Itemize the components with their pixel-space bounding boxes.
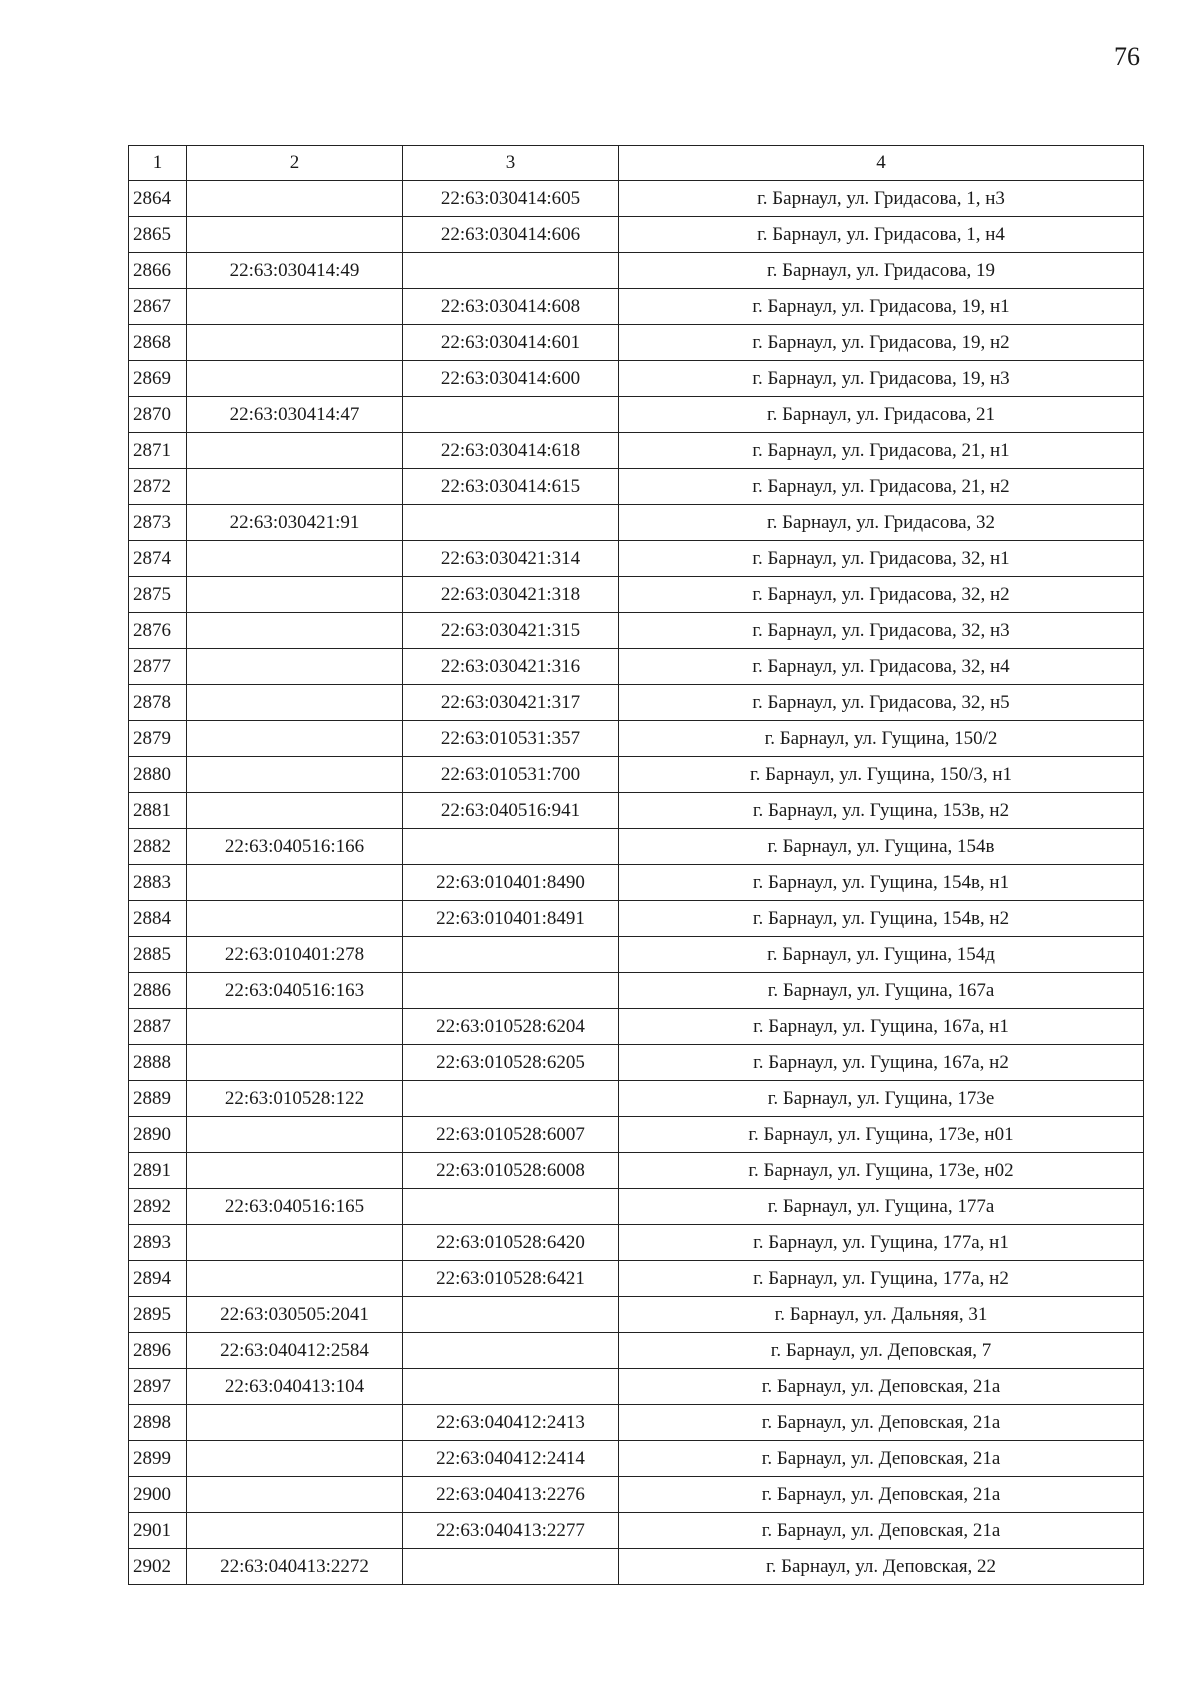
building-cadastral-number-cell: 22:63:010531:700 — [403, 757, 619, 793]
address-cell: г. Барнаул, ул. Деповская, 21а — [619, 1405, 1144, 1441]
address-cell: г. Барнаул, ул. Деповская, 21а — [619, 1513, 1144, 1549]
address-cell: г. Барнаул, ул. Деповская, 7 — [619, 1333, 1144, 1369]
table-row — [129, 1261, 1144, 1297]
row-number-cell: 2884 — [129, 901, 187, 937]
building-cadastral-number-cell: 22:63:010528:6205 — [403, 1045, 619, 1081]
land-cadastral-number-cell — [187, 325, 403, 361]
land-cadastral-number-cell: 22:63:040516:166 — [187, 829, 403, 865]
row-number-cell: 2899 — [129, 1441, 187, 1477]
land-cadastral-number-cell — [187, 613, 403, 649]
row-number-cell: 2896 — [129, 1333, 187, 1369]
land-cadastral-number-cell — [187, 1117, 403, 1153]
table-row — [129, 757, 1144, 793]
address-cell: г. Барнаул, ул. Гридасова, 32, н5 — [619, 685, 1144, 721]
address-cell: г. Барнаул, ул. Гридасова, 32, н1 — [619, 541, 1144, 577]
address-cell: г. Барнаул, ул. Деповская, 21а — [619, 1477, 1144, 1513]
building-cadastral-number-cell: 22:63:010528:6420 — [403, 1225, 619, 1261]
building-cadastral-number-cell: 22:63:040516:941 — [403, 793, 619, 829]
table-row — [129, 1369, 1144, 1405]
row-number-cell: 2877 — [129, 649, 187, 685]
land-cadastral-number-cell — [187, 361, 403, 397]
address-cell: г. Барнаул, ул. Гущина, 173е — [619, 1081, 1144, 1117]
address-cell: г. Барнаул, ул. Гридасова, 21, н1 — [619, 433, 1144, 469]
address-cell: г. Барнаул, ул. Гущина, 153в, н2 — [619, 793, 1144, 829]
building-cadastral-number-cell: 22:63:030421:316 — [403, 649, 619, 685]
land-cadastral-number-cell — [187, 901, 403, 937]
address-cell: г. Барнаул, ул. Деповская, 21а — [619, 1441, 1144, 1477]
building-cadastral-number-cell: 22:63:030414:600 — [403, 361, 619, 397]
building-cadastral-number-cell: 22:63:040413:2277 — [403, 1513, 619, 1549]
building-cadastral-number-cell: 22:63:030414:605 — [403, 181, 619, 217]
table-row — [129, 1405, 1144, 1441]
row-number-cell: 2875 — [129, 577, 187, 613]
building-cadastral-number-cell — [403, 1369, 619, 1405]
table-row — [129, 1117, 1144, 1153]
table-row — [129, 541, 1144, 577]
table-header-row — [129, 146, 1144, 181]
table-row — [129, 901, 1144, 937]
table-row — [129, 1513, 1144, 1549]
row-number-cell: 2880 — [129, 757, 187, 793]
building-cadastral-number-cell: 22:63:030421:315 — [403, 613, 619, 649]
building-cadastral-number-cell: 22:63:030421:314 — [403, 541, 619, 577]
address-cell: г. Барнаул, ул. Гридасова, 19, н2 — [619, 325, 1144, 361]
row-number-cell: 2888 — [129, 1045, 187, 1081]
address-cell: г. Барнаул, ул. Дальняя, 31 — [619, 1297, 1144, 1333]
row-number-cell: 2870 — [129, 397, 187, 433]
building-cadastral-number-cell: 22:63:030421:318 — [403, 577, 619, 613]
land-cadastral-number-cell — [187, 577, 403, 613]
table-row — [129, 1081, 1144, 1117]
address-cell: г. Барнаул, ул. Гридасова, 32 — [619, 505, 1144, 541]
table-row — [129, 1045, 1144, 1081]
address-cell: г. Барнаул, ул. Гущина, 154в — [619, 829, 1144, 865]
table-row — [129, 433, 1144, 469]
column-header-2: 2 — [187, 146, 403, 181]
land-cadastral-number-cell — [187, 1225, 403, 1261]
building-cadastral-number-cell: 22:63:010528:6421 — [403, 1261, 619, 1297]
land-cadastral-number-cell — [187, 289, 403, 325]
column-header-1: 1 — [129, 146, 187, 181]
row-number-cell: 2879 — [129, 721, 187, 757]
building-cadastral-number-cell: 22:63:040413:2276 — [403, 1477, 619, 1513]
land-cadastral-number-cell — [187, 541, 403, 577]
building-cadastral-number-cell: 22:63:010528:6007 — [403, 1117, 619, 1153]
land-cadastral-number-cell: 22:63:040413:104 — [187, 1369, 403, 1405]
table-row — [129, 469, 1144, 505]
table-row — [129, 253, 1144, 289]
land-cadastral-number-cell — [187, 1153, 403, 1189]
land-cadastral-number-cell — [187, 1441, 403, 1477]
address-cell: г. Барнаул, ул. Гущина, 154в, н2 — [619, 901, 1144, 937]
address-cell: г. Барнаул, ул. Гридасова, 19 — [619, 253, 1144, 289]
row-number-cell: 2883 — [129, 865, 187, 901]
table-row — [129, 577, 1144, 613]
building-cadastral-number-cell: 22:63:010528:6204 — [403, 1009, 619, 1045]
row-number-cell: 2895 — [129, 1297, 187, 1333]
building-cadastral-number-cell — [403, 397, 619, 433]
land-cadastral-number-cell: 22:63:040413:2272 — [187, 1549, 403, 1585]
address-cell: г. Барнаул, ул. Гущина, 177а — [619, 1189, 1144, 1225]
address-cell: г. Барнаул, ул. Гущина, 173е, н02 — [619, 1153, 1144, 1189]
row-number-cell: 2881 — [129, 793, 187, 829]
address-cell: г. Барнаул, ул. Гущина, 173е, н01 — [619, 1117, 1144, 1153]
table-row — [129, 937, 1144, 973]
table-row — [129, 865, 1144, 901]
row-number-cell: 2876 — [129, 613, 187, 649]
address-cell: г. Барнаул, ул. Деповская, 22 — [619, 1549, 1144, 1585]
land-cadastral-number-cell — [187, 1261, 403, 1297]
land-cadastral-number-cell — [187, 721, 403, 757]
address-cell: г. Барнаул, ул. Гущина, 167а, н1 — [619, 1009, 1144, 1045]
table-row — [129, 1189, 1144, 1225]
building-cadastral-number-cell — [403, 829, 619, 865]
address-cell: г. Барнаул, ул. Гридасова, 21, н2 — [619, 469, 1144, 505]
building-cadastral-number-cell: 22:63:010531:357 — [403, 721, 619, 757]
column-header-4: 4 — [619, 146, 1144, 181]
row-number-cell: 2878 — [129, 685, 187, 721]
row-number-cell: 2893 — [129, 1225, 187, 1261]
building-cadastral-number-cell: 22:63:040412:2413 — [403, 1405, 619, 1441]
table-row — [129, 217, 1144, 253]
building-cadastral-number-cell — [403, 937, 619, 973]
land-cadastral-number-cell — [187, 433, 403, 469]
building-cadastral-number-cell: 22:63:030414:608 — [403, 289, 619, 325]
address-cell: г. Барнаул, ул. Деповская, 21а — [619, 1369, 1144, 1405]
row-number-cell: 2889 — [129, 1081, 187, 1117]
row-number-cell: 2897 — [129, 1369, 187, 1405]
land-cadastral-number-cell: 22:63:040516:163 — [187, 973, 403, 1009]
address-cell: г. Барнаул, ул. Гущина, 154в, н1 — [619, 865, 1144, 901]
land-cadastral-number-cell — [187, 793, 403, 829]
land-cadastral-number-cell — [187, 685, 403, 721]
table-row — [129, 613, 1144, 649]
address-cell: г. Барнаул, ул. Гущина, 150/2 — [619, 721, 1144, 757]
row-number-cell: 2900 — [129, 1477, 187, 1513]
address-cell: г. Барнаул, ул. Гридасова, 32, н2 — [619, 577, 1144, 613]
building-cadastral-number-cell — [403, 253, 619, 289]
page-number: 76 — [1114, 42, 1140, 71]
building-cadastral-number-cell: 22:63:030414:606 — [403, 217, 619, 253]
table-row — [129, 1477, 1144, 1513]
land-cadastral-number-cell: 22:63:010528:122 — [187, 1081, 403, 1117]
row-number-cell: 2894 — [129, 1261, 187, 1297]
table-row — [129, 1153, 1144, 1189]
address-cell: г. Барнаул, ул. Гридасова, 19, н3 — [619, 361, 1144, 397]
address-cell: г. Барнаул, ул. Гридасова, 1, н3 — [619, 181, 1144, 217]
row-number-cell: 2887 — [129, 1009, 187, 1045]
table-row — [129, 1441, 1144, 1477]
row-number-cell: 2885 — [129, 937, 187, 973]
building-cadastral-number-cell — [403, 505, 619, 541]
row-number-cell: 2868 — [129, 325, 187, 361]
table-row — [129, 1333, 1144, 1369]
table-row — [129, 649, 1144, 685]
land-cadastral-number-cell — [187, 1009, 403, 1045]
building-cadastral-number-cell: 22:63:030414:615 — [403, 469, 619, 505]
land-cadastral-number-cell — [187, 865, 403, 901]
table-row — [129, 325, 1144, 361]
row-number-cell: 2874 — [129, 541, 187, 577]
row-number-cell: 2867 — [129, 289, 187, 325]
building-cadastral-number-cell: 22:63:010401:8491 — [403, 901, 619, 937]
land-cadastral-number-cell: 22:63:030414:47 — [187, 397, 403, 433]
building-cadastral-number-cell — [403, 1297, 619, 1333]
row-number-cell: 2872 — [129, 469, 187, 505]
land-cadastral-number-cell — [187, 1477, 403, 1513]
table-row — [129, 361, 1144, 397]
land-cadastral-number-cell: 22:63:030414:49 — [187, 253, 403, 289]
table-row — [129, 829, 1144, 865]
building-cadastral-number-cell: 22:63:030414:601 — [403, 325, 619, 361]
row-number-cell: 2866 — [129, 253, 187, 289]
building-cadastral-number-cell — [403, 973, 619, 1009]
address-cell: г. Барнаул, ул. Гущина, 167а — [619, 973, 1144, 1009]
address-cell: г. Барнаул, ул. Гридасова, 21 — [619, 397, 1144, 433]
row-number-cell: 2886 — [129, 973, 187, 1009]
row-number-cell: 2871 — [129, 433, 187, 469]
row-number-cell: 2901 — [129, 1513, 187, 1549]
table-row — [129, 1225, 1144, 1261]
building-cadastral-number-cell: 22:63:010528:6008 — [403, 1153, 619, 1189]
building-cadastral-number-cell — [403, 1549, 619, 1585]
land-cadastral-number-cell: 22:63:040412:2584 — [187, 1333, 403, 1369]
table-row — [129, 1549, 1144, 1585]
table-row — [129, 793, 1144, 829]
address-cell: г. Барнаул, ул. Гущина, 167а, н2 — [619, 1045, 1144, 1081]
address-cell: г. Барнаул, ул. Гридасова, 32, н4 — [619, 649, 1144, 685]
land-cadastral-number-cell — [187, 649, 403, 685]
land-cadastral-number-cell: 22:63:030421:91 — [187, 505, 403, 541]
address-cell: г. Барнаул, ул. Гридасова, 19, н1 — [619, 289, 1144, 325]
table-row — [129, 181, 1144, 217]
row-number-cell: 2898 — [129, 1405, 187, 1441]
land-cadastral-number-cell — [187, 757, 403, 793]
address-cell: г. Барнаул, ул. Гридасова, 32, н3 — [619, 613, 1144, 649]
land-cadastral-number-cell: 22:63:030505:2041 — [187, 1297, 403, 1333]
address-cell: г. Барнаул, ул. Гущина, 177а, н2 — [619, 1261, 1144, 1297]
building-cadastral-number-cell: 22:63:010401:8490 — [403, 865, 619, 901]
table-row — [129, 721, 1144, 757]
table-row — [129, 397, 1144, 433]
land-cadastral-number-cell — [187, 1405, 403, 1441]
row-number-cell: 2890 — [129, 1117, 187, 1153]
building-cadastral-number-cell — [403, 1333, 619, 1369]
building-cadastral-number-cell: 22:63:040412:2414 — [403, 1441, 619, 1477]
table-row — [129, 1009, 1144, 1045]
address-cell: г. Барнаул, ул. Гущина, 150/3, н1 — [619, 757, 1144, 793]
address-cell: г. Барнаул, ул. Гридасова, 1, н4 — [619, 217, 1144, 253]
registry-table — [128, 145, 1144, 1585]
building-cadastral-number-cell: 22:63:030414:618 — [403, 433, 619, 469]
row-number-cell: 2873 — [129, 505, 187, 541]
land-cadastral-number-cell — [187, 1513, 403, 1549]
address-cell: г. Барнаул, ул. Гущина, 154д — [619, 937, 1144, 973]
table-row — [129, 505, 1144, 541]
row-number-cell: 2865 — [129, 217, 187, 253]
table-row — [129, 973, 1144, 1009]
table-row — [129, 289, 1144, 325]
column-header-3: 3 — [403, 146, 619, 181]
land-cadastral-number-cell — [187, 1045, 403, 1081]
row-number-cell: 2902 — [129, 1549, 187, 1585]
row-number-cell: 2892 — [129, 1189, 187, 1225]
row-number-cell: 2891 — [129, 1153, 187, 1189]
land-cadastral-number-cell — [187, 181, 403, 217]
land-cadastral-number-cell — [187, 217, 403, 253]
table-row — [129, 685, 1144, 721]
table-row — [129, 1297, 1144, 1333]
land-cadastral-number-cell: 22:63:010401:278 — [187, 937, 403, 973]
row-number-cell: 2882 — [129, 829, 187, 865]
address-cell: г. Барнаул, ул. Гущина, 177а, н1 — [619, 1225, 1144, 1261]
row-number-cell: 2869 — [129, 361, 187, 397]
land-cadastral-number-cell — [187, 469, 403, 505]
row-number-cell: 2864 — [129, 181, 187, 217]
table-body — [129, 181, 1144, 1585]
building-cadastral-number-cell — [403, 1189, 619, 1225]
land-cadastral-number-cell: 22:63:040516:165 — [187, 1189, 403, 1225]
building-cadastral-number-cell — [403, 1081, 619, 1117]
building-cadastral-number-cell: 22:63:030421:317 — [403, 685, 619, 721]
